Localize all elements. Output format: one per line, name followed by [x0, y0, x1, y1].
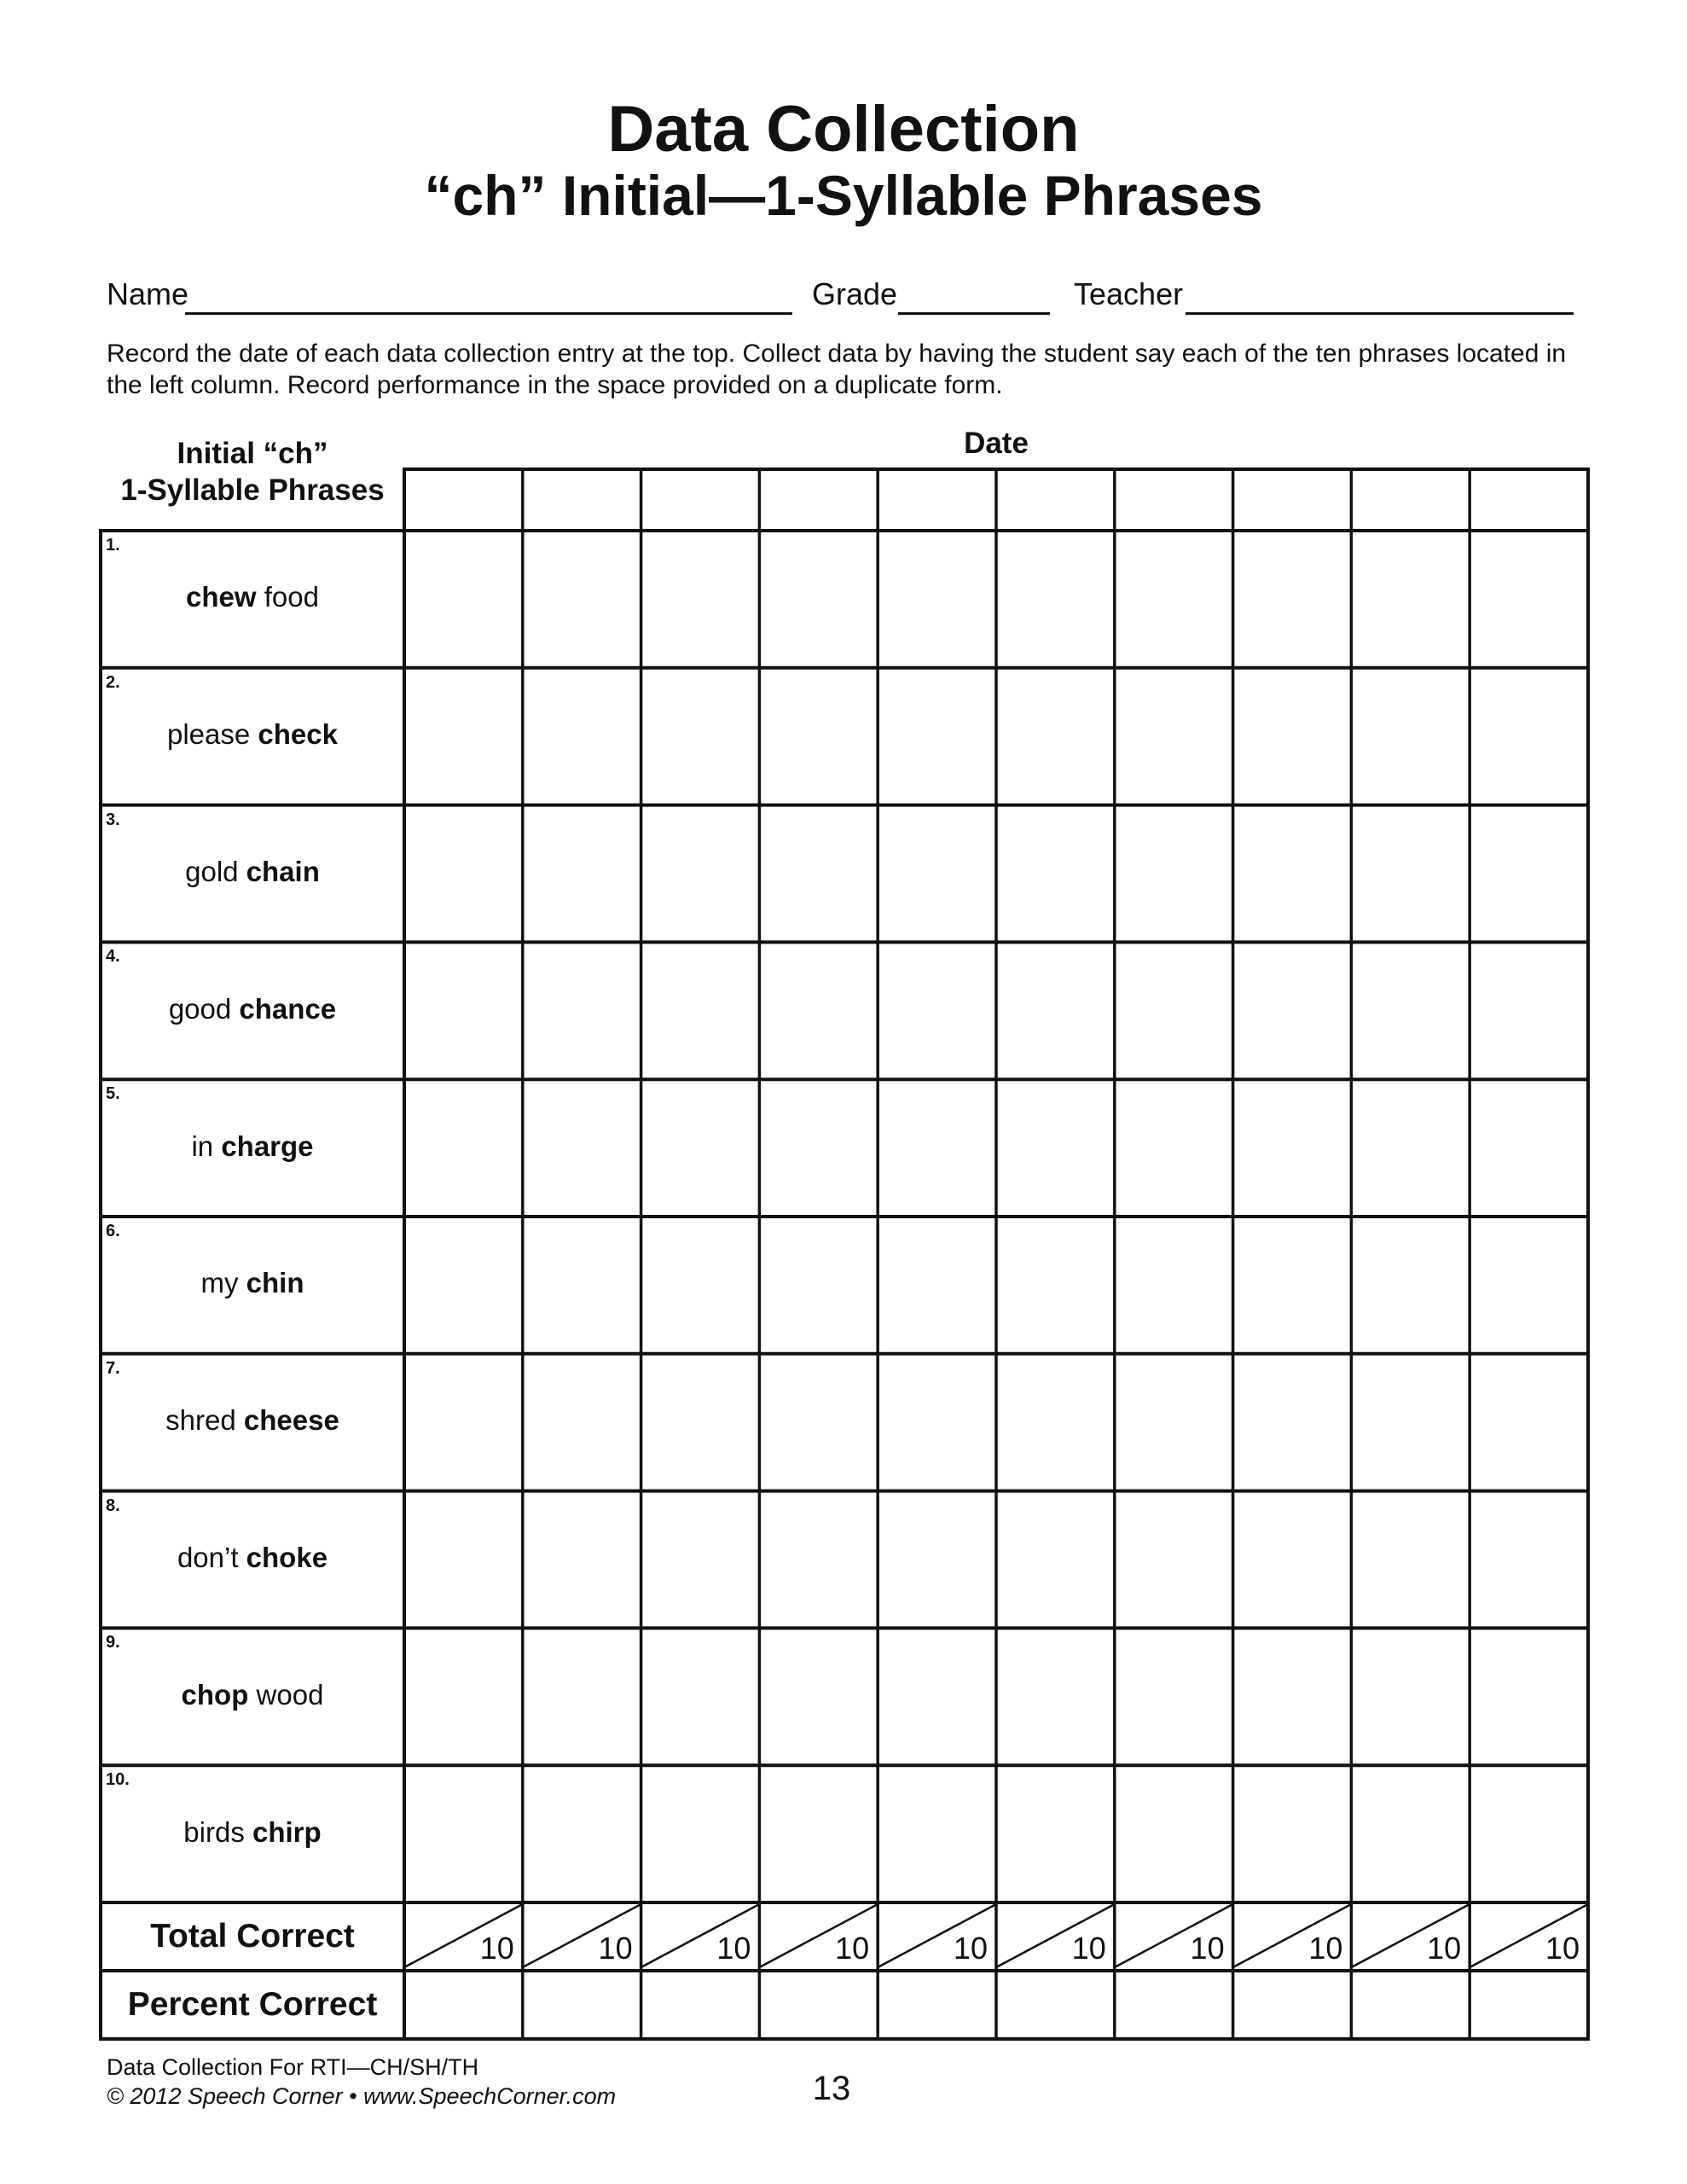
- score-cell[interactable]: [525, 533, 639, 665]
- phrase-word: don’t: [177, 1542, 246, 1573]
- score-cell[interactable]: [644, 671, 757, 803]
- score-cell[interactable]: [644, 1219, 757, 1351]
- score-cell[interactable]: [880, 1082, 994, 1214]
- score-cell[interactable]: [999, 944, 1112, 1077]
- score-cell[interactable]: [880, 1494, 994, 1626]
- score-cell[interactable]: [1236, 533, 1349, 665]
- score-cell[interactable]: [1472, 1219, 1586, 1351]
- target-word: chop: [181, 1678, 249, 1711]
- score-cell[interactable]: [1117, 1356, 1231, 1489]
- percent-cell[interactable]: [644, 1973, 757, 2036]
- percent-cell[interactable]: [1354, 1973, 1467, 2036]
- phrase-word: shred: [165, 1404, 244, 1437]
- score-cell[interactable]: [1354, 1219, 1467, 1351]
- date-entry-cell[interactable]: [1354, 472, 1467, 528]
- phrase-number: 7.: [106, 1358, 120, 1378]
- score-cell[interactable]: [880, 808, 994, 940]
- score-cell[interactable]: [525, 808, 639, 940]
- date-entry-cell[interactable]: [999, 472, 1112, 528]
- phrase-text: [101, 1541, 404, 1575]
- total-denominator: 10: [835, 1931, 870, 1966]
- score-cell[interactable]: [1354, 1768, 1467, 1900]
- phrase-text: [101, 580, 404, 614]
- phrase-word: food: [256, 581, 319, 613]
- score-cell[interactable]: [1472, 1356, 1586, 1489]
- score-cell[interactable]: [762, 944, 875, 1077]
- percent-cell[interactable]: [407, 1973, 520, 2036]
- score-cell[interactable]: [880, 1768, 994, 1900]
- target-word: chirp: [252, 1815, 322, 1848]
- total-denominator: 10: [1545, 1931, 1580, 1966]
- target-word: chin: [246, 1267, 304, 1299]
- score-cell[interactable]: [1117, 533, 1231, 665]
- percent-cell[interactable]: [1117, 1973, 1231, 2036]
- score-cell[interactable]: [1472, 944, 1586, 1077]
- score-cell[interactable]: [1117, 1082, 1231, 1214]
- phrase-text: [101, 992, 404, 1026]
- score-cell[interactable]: [407, 1082, 520, 1214]
- score-cell[interactable]: [525, 1356, 639, 1489]
- percent-cell[interactable]: [1236, 1973, 1349, 2036]
- score-cell[interactable]: [1236, 1630, 1349, 1763]
- score-cell[interactable]: [1354, 1356, 1467, 1489]
- score-cell[interactable]: [999, 1356, 1112, 1489]
- score-cell[interactable]: [644, 1082, 757, 1214]
- total-denominator: 10: [479, 1931, 514, 1966]
- score-cell[interactable]: [407, 1356, 520, 1489]
- date-entry-cell[interactable]: [407, 472, 520, 528]
- score-cell[interactable]: [407, 1630, 520, 1763]
- score-cell[interactable]: [999, 1219, 1112, 1351]
- phrase-word: wood: [248, 1678, 324, 1711]
- score-cell[interactable]: [1236, 808, 1349, 940]
- phrase-number: 1.: [106, 536, 120, 555]
- score-cell[interactable]: [644, 944, 757, 1077]
- score-cell[interactable]: [1354, 1494, 1467, 1626]
- phrase-text: [101, 1403, 404, 1438]
- date-entry-cell[interactable]: [762, 472, 875, 528]
- score-cell[interactable]: [1236, 1082, 1349, 1214]
- score-cell[interactable]: [762, 1494, 875, 1626]
- total-denominator: 10: [1071, 1931, 1106, 1966]
- score-cell[interactable]: [1354, 533, 1467, 665]
- score-cell[interactable]: [1117, 1768, 1231, 1900]
- phrase-text: [101, 1266, 404, 1300]
- score-cell[interactable]: [407, 1768, 520, 1900]
- score-cell[interactable]: [762, 1356, 875, 1489]
- score-cell[interactable]: [762, 808, 875, 940]
- date-entry-cell[interactable]: [880, 472, 994, 528]
- percent-cell[interactable]: [1472, 1973, 1586, 2036]
- score-cell[interactable]: [762, 533, 875, 665]
- phrase-word: please: [167, 718, 258, 751]
- percent-cell[interactable]: [525, 1973, 639, 2036]
- total-denominator: 10: [1190, 1931, 1225, 1966]
- page-title: Data Collection: [607, 93, 1080, 166]
- target-word: chew: [186, 581, 257, 613]
- phrase-number: 10.: [106, 1770, 130, 1790]
- score-cell[interactable]: [525, 671, 639, 803]
- score-cell[interactable]: [407, 533, 520, 665]
- score-cell[interactable]: [644, 533, 757, 665]
- score-cell[interactable]: [762, 1082, 875, 1214]
- phrase-word: gold: [185, 856, 246, 887]
- phrase-text: [101, 1678, 404, 1712]
- score-cell[interactable]: [1472, 1494, 1586, 1626]
- score-cell[interactable]: [762, 671, 875, 803]
- score-cell[interactable]: [999, 1630, 1112, 1763]
- score-cell[interactable]: [999, 808, 1112, 940]
- footer-copyright: © 2012 Speech Corner • www.SpeechCorner.com: [107, 2083, 617, 2109]
- score-cell[interactable]: [525, 1768, 639, 1900]
- score-cell[interactable]: [644, 808, 757, 940]
- phrase-number: 9.: [106, 1633, 120, 1653]
- score-cell[interactable]: [1472, 1082, 1586, 1214]
- score-cell[interactable]: [644, 1768, 757, 1900]
- phrase-number: 3.: [106, 810, 120, 829]
- target-word: chain: [246, 856, 320, 887]
- date-entry-cell[interactable]: [525, 472, 639, 528]
- score-cell[interactable]: [407, 1494, 520, 1626]
- score-cell[interactable]: [407, 808, 520, 940]
- target-word: chance: [239, 992, 337, 1025]
- score-cell[interactable]: [1236, 1768, 1349, 1900]
- percent-cell[interactable]: [999, 1973, 1112, 2036]
- score-cell[interactable]: [880, 533, 994, 665]
- phrase-word: birds: [183, 1815, 252, 1848]
- score-cell[interactable]: [999, 533, 1112, 665]
- total-denominator: 10: [598, 1931, 633, 1966]
- score-cell[interactable]: [407, 1219, 520, 1351]
- score-cell[interactable]: [1472, 1630, 1586, 1763]
- phrase-text: [101, 1815, 404, 1850]
- percent-cell[interactable]: [880, 1973, 994, 2036]
- total-correct-label: Total Correct: [150, 1918, 355, 1955]
- target-word: check: [258, 718, 338, 751]
- total-denominator: 10: [716, 1931, 751, 1966]
- score-cell[interactable]: [1117, 1219, 1231, 1351]
- phrase-number: 4.: [106, 947, 120, 967]
- phrase-word: good: [168, 992, 240, 1025]
- score-cell[interactable]: [880, 671, 994, 803]
- score-cell[interactable]: [1236, 944, 1349, 1077]
- score-cell[interactable]: [999, 1768, 1112, 1900]
- date-entry-cell[interactable]: [1117, 472, 1231, 528]
- target-word: choke: [246, 1542, 328, 1573]
- phrase-text: [101, 855, 404, 889]
- phrase-number: 5.: [106, 1084, 120, 1104]
- score-cell[interactable]: [999, 671, 1112, 803]
- score-cell[interactable]: [762, 1768, 875, 1900]
- score-cell[interactable]: [762, 1219, 875, 1351]
- score-cell[interactable]: [1354, 671, 1467, 803]
- phrase-text: [101, 717, 404, 752]
- date-header: Date: [964, 427, 1029, 460]
- score-cell[interactable]: [1117, 1494, 1231, 1626]
- score-cell[interactable]: [880, 1219, 994, 1351]
- target-word: cheese: [243, 1404, 339, 1437]
- score-cell[interactable]: [1236, 671, 1349, 803]
- score-cell[interactable]: [999, 1494, 1112, 1626]
- name-label: Name: [107, 276, 189, 311]
- score-cell[interactable]: [1117, 1630, 1231, 1763]
- percent-correct-label: Percent Correct: [127, 1986, 378, 2023]
- phrase-header-line2: 1-Syllable Phrases: [120, 473, 385, 507]
- phrase-text: [101, 1130, 404, 1164]
- date-entry-cell[interactable]: [1472, 472, 1586, 528]
- score-cell[interactable]: [407, 671, 520, 803]
- score-cell[interactable]: [1472, 808, 1586, 940]
- score-cell[interactable]: [1117, 808, 1231, 940]
- score-cell[interactable]: [1472, 533, 1586, 665]
- score-cell[interactable]: [999, 1082, 1112, 1214]
- score-cell[interactable]: [525, 944, 639, 1077]
- score-cell[interactable]: [1236, 1494, 1349, 1626]
- score-cell[interactable]: [880, 1630, 994, 1763]
- score-cell[interactable]: [1472, 671, 1586, 803]
- instructions: Record the date of each data collection entry at the top. Collect data by having the student say each of the ten phrases located in the left column. Record performance in the space provided on a duplicate form.: [107, 340, 1567, 399]
- target-word: charge: [221, 1130, 314, 1162]
- phrase-word: in: [191, 1130, 222, 1162]
- score-cell[interactable]: [407, 944, 520, 1077]
- total-denominator: 10: [953, 1931, 988, 1966]
- score-cell[interactable]: [644, 1494, 757, 1626]
- total-denominator: 10: [1308, 1931, 1343, 1966]
- page-number: 13: [812, 2070, 851, 2107]
- percent-cell[interactable]: [762, 1973, 875, 2036]
- phrase-number: 6.: [106, 1222, 120, 1240]
- score-cell[interactable]: [525, 1219, 639, 1351]
- teacher-label: Teacher: [1074, 276, 1184, 311]
- score-cell[interactable]: [1236, 1356, 1349, 1489]
- score-cell[interactable]: [1117, 944, 1231, 1077]
- score-cell[interactable]: [525, 1630, 639, 1763]
- score-cell[interactable]: [1472, 1768, 1586, 1900]
- score-cell[interactable]: [1354, 944, 1467, 1077]
- score-cell[interactable]: [525, 1082, 639, 1214]
- score-cell[interactable]: [525, 1494, 639, 1626]
- score-cell[interactable]: [644, 1356, 757, 1489]
- grade-label: Grade: [812, 276, 898, 311]
- date-entry-cell[interactable]: [644, 472, 757, 528]
- phrase-word: my: [200, 1267, 246, 1299]
- score-cell[interactable]: [880, 1356, 994, 1489]
- score-cell[interactable]: [1354, 808, 1467, 940]
- score-cell[interactable]: [644, 1630, 757, 1763]
- score-cell[interactable]: [1236, 1219, 1349, 1351]
- score-cell[interactable]: [762, 1630, 875, 1763]
- score-cell[interactable]: [880, 944, 994, 1077]
- footer-series: Data Collection For RTI—CH/SH/TH: [107, 2054, 479, 2080]
- score-cell[interactable]: [1354, 1630, 1467, 1763]
- total-denominator: 10: [1427, 1931, 1462, 1966]
- phrase-number: 8.: [106, 1496, 120, 1515]
- score-cell[interactable]: [1117, 671, 1231, 803]
- page-subtitle: “ch” Initial—1-Syllable Phrases: [424, 164, 1263, 227]
- phrase-number: 2.: [106, 672, 120, 692]
- score-cell[interactable]: [1354, 1082, 1467, 1214]
- phrase-header-line1: Initial “ch”: [177, 437, 328, 470]
- date-entry-cell[interactable]: [1236, 472, 1349, 528]
